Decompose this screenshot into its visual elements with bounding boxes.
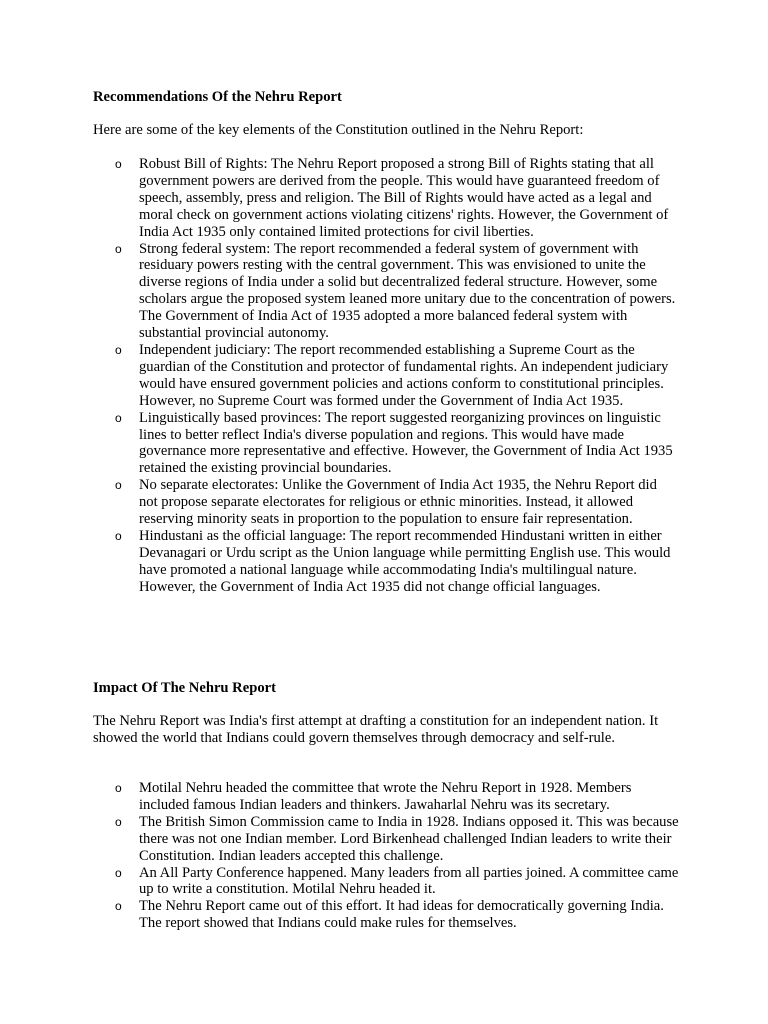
list-item-text: Strong federal system: The report recommended a federal system of government with residuary powers resting with the central government. This was envisioned to unite the diverse regions of India under a solid but decentralized federal structure. However, some scholars argue the proposed system leaned more unitary due to the concentration of powers. The Government of India Act of 1935 adopted a more balanced federal system with substantial provincial autonomy. <box>139 240 676 342</box>
list-item <box>0 342 679 410</box>
list-item <box>0 241 679 342</box>
bullet-marker: o <box>115 342 122 357</box>
list-item-text: Linguistically based provinces: The report suggested reorganizing provinces on linguistic lines to better reflect India's diverse population and regions. This would have made governance more representative and effective. However, the Government of India Act 1935 retained the existing provincial boundaries. <box>139 409 673 477</box>
section-heading-recommendations: Recommendations Of the Nehru Report <box>93 89 342 105</box>
section-heading-impact: Impact Of The Nehru Report <box>93 680 276 696</box>
recommendations-list <box>0 156 768 596</box>
list-item <box>0 898 679 932</box>
list-item <box>0 528 679 596</box>
list-item <box>0 780 679 814</box>
list-item-text: Motilal Nehru headed the committee that wrote the Nehru Report in 1928. Members included famous Indian leaders and thinkers. Jawaharlal Nehru was its secretary. <box>139 780 632 813</box>
list-item <box>0 410 679 478</box>
bullet-marker: o <box>115 814 122 829</box>
bullet-marker: o <box>115 528 122 543</box>
list-item-text: The British Simon Commission came to India in 1928. Indians opposed it. This was because there was not one Indian member. Lord Birkenhead challenged Indian leaders to write their Constitution. Indian leaders accepted this challenge. <box>139 813 679 864</box>
list-item <box>0 814 679 865</box>
bullet-marker: o <box>115 410 122 425</box>
list-item <box>0 865 679 899</box>
list-item-text: An All Party Conference happened. Many leaders from all parties joined. A committee came up to write a constitution. Motilal Nehru headed it. <box>139 864 679 898</box>
list-item <box>0 156 679 241</box>
bullet-marker: o <box>115 899 122 914</box>
impact-list <box>0 780 768 932</box>
bullet-marker: o <box>115 781 122 795</box>
list-item-text: The Nehru Report came out of this effort. It had ideas for democratically governing India. The report showed that Indians could make rules for themselves. <box>139 898 664 932</box>
bullet-marker: o <box>115 241 122 256</box>
section-intro-recommendations: Here are some of the key elements of the Constitution outlined in the Nehru Report: <box>93 122 584 138</box>
list-item-text: No separate electorates: Unlike the Government of India Act 1935, the Nehru Report did not propose separate electorates for religious or ethnic minorities. Instead, it allowed reserving minority seats in proportion to the population to ensure fair representation. <box>139 477 657 528</box>
list-item-text: Robust Bill of Rights: The Nehru Report proposed a strong Bill of Rights stating that all government powers are derived from the people. This would have guaranteed freedom of speech, assembly, press and religion. The Bill of Rights would have acted as a legal and moral check on government actions violating citizens' rights. However, the Government of India Act 1935 only contained limited protections for civil liberties. <box>139 156 669 240</box>
bullet-marker: o <box>115 478 122 493</box>
list-item-text: Hindustani as the official language: The report recommended Hindustani written in either Devanagari or Urdu script as the Union language while permitting English use. This would have promoted a national language while accommodating India's multilingual nature. However, the Government of India Act 1935 did not change official languages. <box>139 527 671 595</box>
section-intro-impact: The Nehru Report was India's first attempt at drafting a constitution for an independent nation. It showed the world that Indians could govern themselves through democracy and self-rule. <box>93 713 659 746</box>
list-item <box>0 477 679 528</box>
bullet-marker: o <box>115 865 122 880</box>
list-item-text: Independent judiciary: The report recommended establishing a Supreme Court as the guardian of the Constitution and protector of fundamental rights. An independent judiciary would have ensured government policies and actions conform to constitutional principles. However, no Supreme Court was formed under the Government of India Act 1935. <box>139 341 669 409</box>
bullet-marker: o <box>115 157 122 171</box>
